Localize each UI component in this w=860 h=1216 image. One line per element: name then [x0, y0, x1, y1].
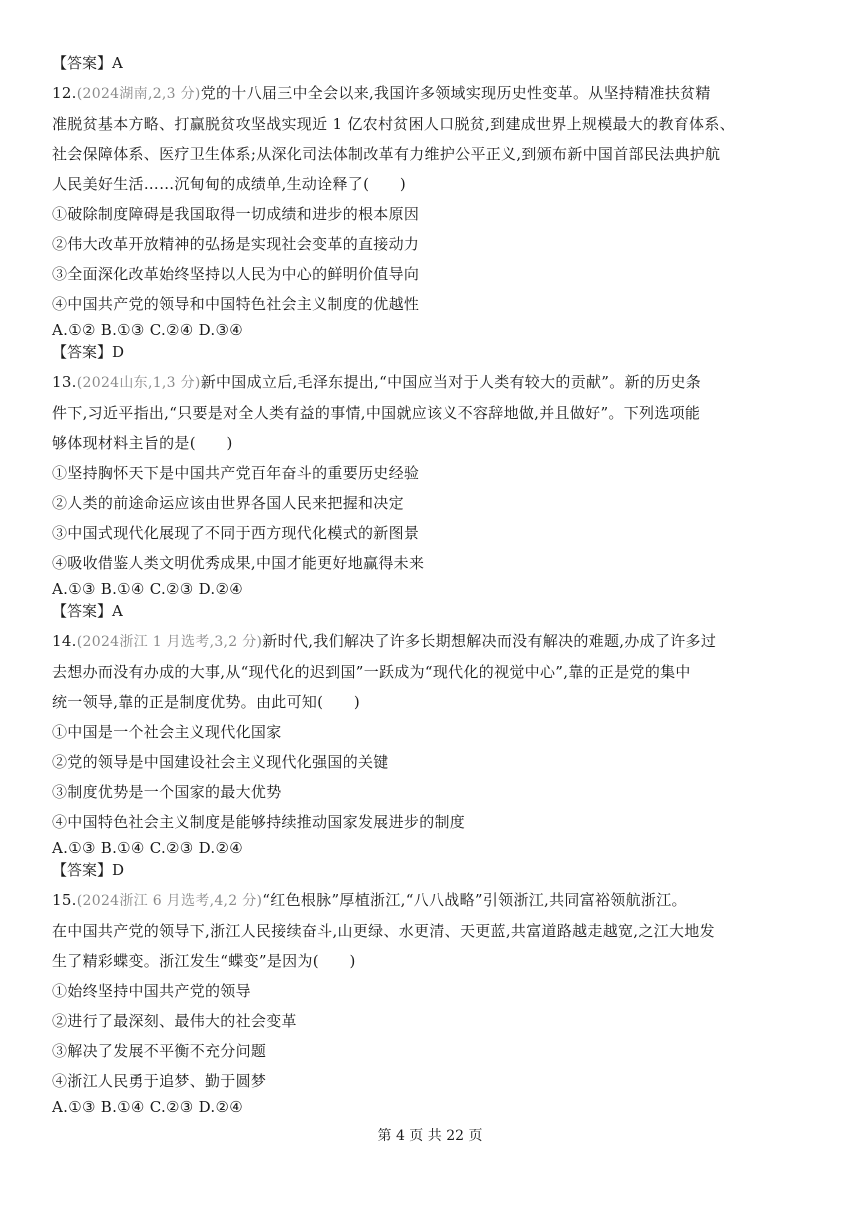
option-item: ①中国是一个社会主义现代化国家 — [52, 723, 282, 741]
question-stem-line: 社会保障体系、医疗卫生体系;从深化司法体制改革有力维护公平正义,到颁布新中国首部民法典护航 — [52, 145, 721, 163]
question-12 — [52, 78, 812, 363]
answer-11: 【答案】A — [52, 54, 123, 72]
option-item: ④吸收借鉴人类文明优秀成果,中国才能更好地赢得未来 — [52, 554, 425, 572]
option-item: ③制度优势是一个国家的最大优势 — [52, 783, 282, 801]
question-number: 15. — [52, 891, 77, 909]
question-source: (2024湖南,2,3 分) — [76, 86, 201, 102]
question-source: (2024山东,1,3 分) — [76, 375, 201, 391]
option-item: ①破除制度障碍是我国取得一切成绩和进步的根本原因 — [52, 205, 420, 223]
question-source: (2024浙江 6 月选考,4,2 分) — [76, 893, 263, 909]
question-stem-line: 去想办而没有办成的大事,从“现代化的迟到国”一跃成为“现代化的视觉中心”,靠的正是党的集中 — [52, 663, 691, 681]
question-stem-line: 生了精彩蝶变。浙江发生“蝶变”是因为( ) — [52, 952, 356, 970]
answer-choices: A.①③ B.①④ C.②③ D.②④ — [52, 1098, 243, 1116]
option-item: ④中国特色社会主义制度是能够持续推动国家发展进步的制度 — [52, 813, 466, 831]
question-number: 14. — [52, 632, 77, 650]
document-page — [52, 52, 812, 1118]
page-footer: 第 4 页 共 22 页 — [377, 1128, 483, 1144]
question-number: 13. — [52, 373, 77, 391]
question-source: (2024浙江 1 月选考,3,2 分) — [76, 634, 263, 650]
answer-choices: A.①② B.①③ C.②④ D.③④ — [52, 321, 243, 339]
question-stem-line: 件下,习近平指出,“只要是对全人类有益的事情,中国就应该义不容辞地做,并且做好”。下列选项能 — [52, 404, 701, 422]
answer-choices: A.①③ B.①④ C.②③ D.②④ — [52, 580, 243, 598]
option-item: ②党的领导是中国建设社会主义现代化强国的关键 — [52, 753, 389, 771]
answer-13: 【答案】A — [52, 602, 123, 620]
question-stem-line: 够体现材料主旨的是( ) — [52, 434, 233, 452]
option-item: ③全面深化改革始终坚持以人民为中心的鲜明价值导向 — [52, 265, 420, 283]
question-stem-line: 准脱贫基本方略、打赢脱贫攻坚战实现近 1 亿农村贫困人口脱贫,到建成世界上规模最大的教育体系、 — [52, 115, 735, 133]
option-item: ②人类的前途命运应该由世界各国人民来把握和决定 — [52, 494, 404, 512]
option-item: ②伟大改革开放精神的弘扬是实现社会变革的直接动力 — [52, 235, 420, 253]
question-15 — [52, 885, 812, 1118]
option-item: ③中国式现代化展现了不同于西方现代化模式的新图景 — [52, 524, 420, 542]
option-item: ④中国共产党的领导和中国特色社会主义制度的优越性 — [52, 295, 420, 313]
answer-14: 【答案】D — [52, 861, 125, 879]
question-stem-line: 党的十八届三中全会以来,我国许多领域实现历史性变革。从坚持精准扶贫精 — [200, 84, 711, 102]
option-item: ①始终坚持中国共产党的领导 — [52, 982, 251, 1000]
answer-12: 【答案】D — [52, 343, 125, 361]
question-stem-line: 在中国共产党的领导下,浙江人民接续奋斗,山更绿、水更清、天更蓝,共富道路越走越宽,之江大地发 — [52, 922, 715, 940]
option-item: ④浙江人民勇于追梦、勤于圆梦 — [52, 1072, 267, 1090]
answer-choices: A.①③ B.①④ C.②③ D.②④ — [52, 839, 243, 857]
question-13 — [52, 367, 812, 622]
option-item: ③解决了发展不平衡不充分问题 — [52, 1042, 267, 1060]
question-stem-line: 人民美好生活……沉甸甸的成绩单,生动诠释了( ) — [52, 175, 406, 193]
question-stem-line: 新中国成立后,毛泽东提出,“中国应当对于人类有较大的贡献”。新的历史条 — [200, 373, 702, 391]
option-item: ②进行了最深刻、最伟大的社会变革 — [52, 1012, 297, 1030]
option-item: ①坚持胸怀天下是中国共产党百年奋斗的重要历史经验 — [52, 464, 420, 482]
question-stem-line: “红色根脉”厚植浙江,“八八战略”引领浙江,共同富裕领航浙江。 — [262, 891, 687, 909]
question-14 — [52, 626, 812, 881]
question-stem-line: 新时代,我们解决了许多长期想解决而没有解决的难题,办成了许多过 — [262, 632, 717, 650]
question-stem-line: 统一领导,靠的正是制度优势。由此可知( ) — [52, 693, 361, 711]
question-number: 12. — [52, 84, 77, 102]
